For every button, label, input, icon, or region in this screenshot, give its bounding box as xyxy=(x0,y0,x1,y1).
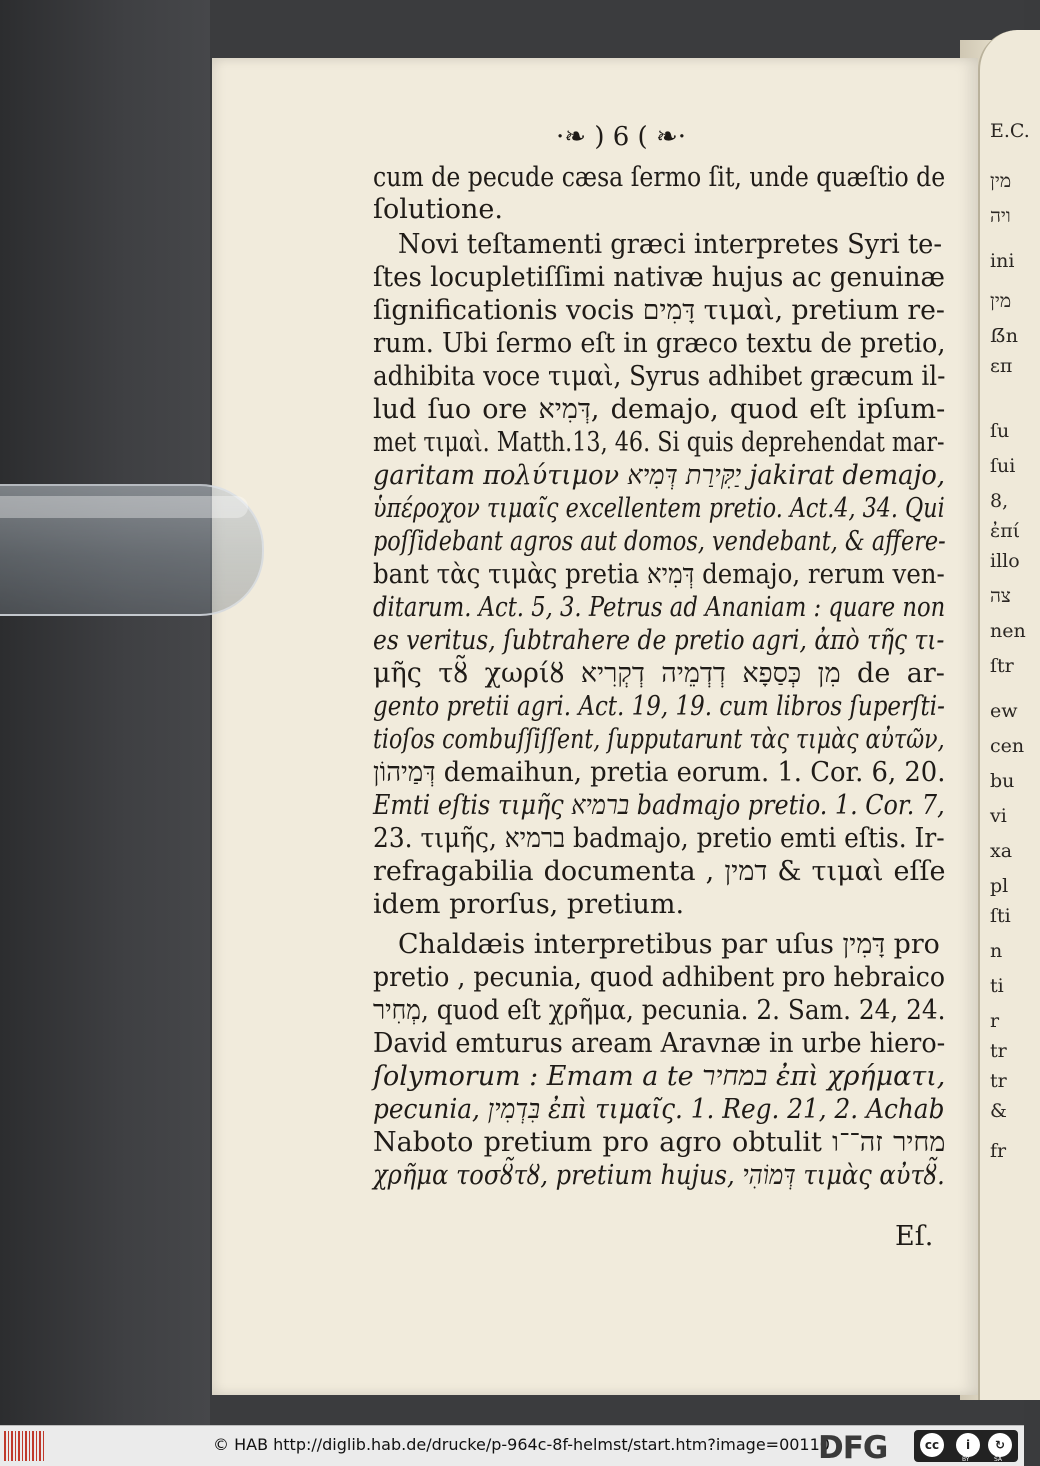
text-line: pecunia, בִּדְמִין ἐπὶ τιμαῖς. 1. Reg. 21, 2. Achab xyxy=(373,1094,945,1125)
text-line: Novi teſtamenti græci interpretes Syri te- xyxy=(398,229,943,260)
facing-page-fragment: tr xyxy=(990,1070,1007,1092)
page-header: ·❧ ) 6 ( ❧· xyxy=(556,122,686,152)
text-line: adhibita voce τιμαὶ, Syrus adhibet græcum il- xyxy=(373,361,946,392)
license-sa-label: SA xyxy=(994,1456,1003,1463)
text-line: Naboto pretium pro agro obtulit מחיר זה־־ו xyxy=(373,1127,946,1158)
text-line: poſſidebant agros aut domos, vendebant, & affere- xyxy=(373,526,946,557)
cc-icon: cc xyxy=(920,1433,944,1457)
facing-page-fragment: fr xyxy=(990,1140,1007,1162)
text-line: ſolymorum : Emam a te במחיר ἐπὶ χρήματι, xyxy=(373,1061,946,1092)
text-line: 23. τιμῆς, ברמיא badmajo, pretio emti eſtis. Ir- xyxy=(373,823,945,854)
facing-page-fragment: tr xyxy=(990,1040,1007,1062)
facing-page-fragment: מין xyxy=(990,290,1012,312)
text-line: Emti eſtis τιμῆς ברמיא badmajo pretio. 1. Cor. 7, xyxy=(373,790,945,821)
scanner-bed xyxy=(0,0,210,1425)
facing-page-fragment: n xyxy=(990,940,1003,962)
text-line: ὑπέροχον τιμαῖς excellentem pretio. Act.4, 34. Qui xyxy=(373,493,945,524)
facing-page-fragment: επ xyxy=(990,355,1013,377)
attribution-icon: i xyxy=(956,1433,980,1457)
facing-page-fragment: nen xyxy=(990,620,1026,642)
text-line: מְחִיר, quod eſt χρῆμα, pecunia. 2. Sam. 24, 24. xyxy=(373,995,946,1026)
facing-page-fragment: & xyxy=(990,1100,1007,1122)
text-line: ſignificationis vocis דָּמִים τιμαὶ, pretium re- xyxy=(373,295,945,326)
text-line: garitam πολύτιμον יַקִּירַת דְּמִיא jakirat demajo, xyxy=(373,460,945,491)
facing-page-fragment: ti xyxy=(990,975,1004,997)
text-line: χρῆμα τοσȣ̃τȣ, pretium hujus, דְּמוֹהִי τιμὰς αὐτȣ̃. xyxy=(373,1160,945,1191)
page-clip-highlight xyxy=(0,496,248,518)
text-line: cum de pecude cæsa ſermo ſit, unde quæſtio de xyxy=(373,162,946,193)
facing-page-fragment: צה xyxy=(990,585,1011,607)
facing-page-fragment: ויה xyxy=(990,205,1011,227)
text-line: μῆς τȣ̃ χωρίȣ מִן כְּסַפָא דְדְמֵיה דְקְרִיא de ar- xyxy=(373,658,945,689)
text-line: ditarum. Act. 5, 3. Petrus ad Ananiam : quare non xyxy=(373,592,946,623)
facing-page-fragment: xa xyxy=(990,840,1013,862)
facing-page-fragment: ẞn xyxy=(990,325,1018,347)
facing-page-fragment: pl xyxy=(990,875,1009,897)
dfg-logo: DFG xyxy=(818,1430,888,1466)
facing-page-fragment: illo xyxy=(990,550,1020,572)
facing-page-fragment: ſu xyxy=(990,420,1010,442)
text-line: דְּמַיהוֹן demaihun, pretia eorum. 1. Cor. 6, 20. xyxy=(373,757,946,788)
text-line: David emturus aream Aravnæ in urbe hiero- xyxy=(373,1028,946,1059)
facing-page-fragment: 8, xyxy=(990,490,1009,512)
facing-page-fragment: E.C. xyxy=(990,120,1030,142)
text-line: ſtes locupletiſſimi nativæ hujus ac genuinæ xyxy=(373,262,945,293)
text-line: lud ſuo ore דְּמִיא, demajo, quod eſt ipſum- xyxy=(373,394,946,425)
facing-page-fragment: ſui xyxy=(990,455,1016,477)
share-alike-icon: ↻ xyxy=(988,1433,1012,1457)
text-line: es veritus, ſubtrahere de pretio agri, ἀπὸ τῆς τι- xyxy=(373,625,945,656)
text-line: bant τὰς τιμὰς pretia דְּמִיא demajo, rerum ven- xyxy=(373,559,945,590)
facing-page-fragment: r xyxy=(990,1010,1000,1032)
text-line: Chaldæis interpretibus par uſus דָּמִין pro xyxy=(398,929,940,960)
facing-page-fragment: מין xyxy=(990,170,1012,192)
license-by-label: BY xyxy=(962,1456,970,1463)
facing-page-fragment: ſtr xyxy=(990,655,1014,677)
text-line: ſolutione. xyxy=(373,194,503,225)
cc-license-badge[interactable] xyxy=(914,1430,1018,1462)
barcode-icon xyxy=(4,1431,44,1461)
facing-page-fragment: ſti xyxy=(990,905,1011,927)
text-line: met τιμαὶ. Matth.13, 46. Si quis deprehendat mar- xyxy=(373,427,945,458)
text-line: refragabilia documenta , דמין & τιμαὶ eſſe xyxy=(373,856,946,887)
facing-page-fragment: ini xyxy=(990,250,1015,272)
text-line: idem prorſus, pretium. xyxy=(373,889,685,920)
text-line: gento pretii agri. Act. 19, 19. cum libros ſuperſti- xyxy=(373,691,945,722)
text-line: tioſos combuſſiſſent, ſupputarunt τὰς τιμὰς αὐτῶν, xyxy=(373,724,945,755)
catchword: Eſ. xyxy=(895,1221,934,1252)
text-line: pretio , pecunia, quod adhibent pro hebraico xyxy=(373,962,945,993)
facing-page-edge xyxy=(978,30,1040,1400)
facing-page-fragment: ἐπί xyxy=(990,520,1021,542)
facing-page-fragment: cen xyxy=(990,735,1025,757)
text-line: rum. Ubi ſermo eſt in græco textu de pretio, xyxy=(373,328,946,359)
copyright-link[interactable]: © HAB http://diglib.hab.de/drucke/p-964c-8f-helmst/start.htm?image=00110 xyxy=(213,1435,830,1454)
facing-page-fragment: ew xyxy=(990,700,1018,722)
facing-page-fragment: vi xyxy=(990,805,1007,827)
viewer-footer xyxy=(0,1425,1024,1466)
facing-page-fragment: bu xyxy=(990,770,1015,792)
